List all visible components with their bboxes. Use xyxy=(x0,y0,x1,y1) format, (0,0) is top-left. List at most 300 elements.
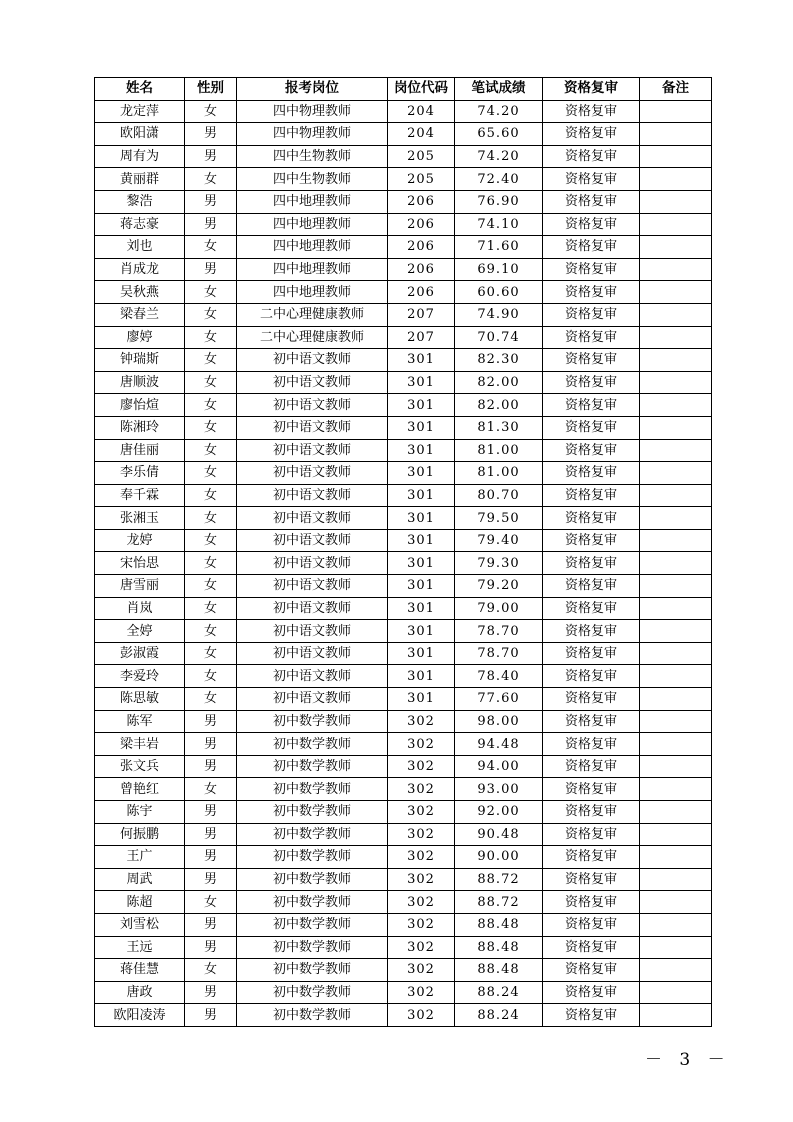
table-row xyxy=(95,642,712,665)
remarks-cell xyxy=(640,733,712,756)
table-row xyxy=(95,552,712,575)
review-cell: 资格复审 xyxy=(543,575,640,598)
gender-cell: 男 xyxy=(185,213,237,236)
position-cell: 初中语文教师 xyxy=(237,484,388,507)
position-cell: 初中语文教师 xyxy=(237,394,388,417)
gender-cell: 男 xyxy=(185,823,237,846)
gender-cell: 女 xyxy=(185,394,237,417)
review-cell: 资格复审 xyxy=(543,484,640,507)
review-cell: 资格复审 xyxy=(543,936,640,959)
position-cell: 初中语文教师 xyxy=(237,507,388,530)
name-cell: 廖怡煊 xyxy=(95,394,185,417)
position-code-cell: 301 xyxy=(388,462,455,485)
position-cell: 四中物理教师 xyxy=(237,123,388,146)
position-cell: 四中地理教师 xyxy=(237,190,388,213)
score-cell: 88.24 xyxy=(455,981,543,1004)
review-cell: 资格复审 xyxy=(543,371,640,394)
position-code-cell: 302 xyxy=(388,959,455,982)
position-code-cell: 206 xyxy=(388,281,455,304)
score-cell: 88.48 xyxy=(455,913,543,936)
table-row xyxy=(95,236,712,259)
table-row xyxy=(95,913,712,936)
name-cell: 龙定萍 xyxy=(95,100,185,123)
position-cell: 初中数学教师 xyxy=(237,801,388,824)
header-written-score: 笔试成绩 xyxy=(455,78,543,101)
remarks-cell xyxy=(640,213,712,236)
position-code-cell: 302 xyxy=(388,1004,455,1027)
position-cell: 初中语文教师 xyxy=(237,665,388,688)
position-cell: 初中数学教师 xyxy=(237,733,388,756)
name-cell: 吴秋燕 xyxy=(95,281,185,304)
table-row xyxy=(95,303,712,326)
position-code-cell: 205 xyxy=(388,145,455,168)
position-code-cell: 301 xyxy=(388,394,455,417)
gender-cell: 女 xyxy=(185,642,237,665)
gender-cell: 男 xyxy=(185,981,237,1004)
remarks-cell xyxy=(640,891,712,914)
position-code-cell: 302 xyxy=(388,710,455,733)
gender-cell: 男 xyxy=(185,145,237,168)
gender-cell: 男 xyxy=(185,913,237,936)
review-cell: 资格复审 xyxy=(543,620,640,643)
position-code-cell: 301 xyxy=(388,688,455,711)
score-cell: 98.00 xyxy=(455,710,543,733)
remarks-cell xyxy=(640,936,712,959)
remarks-cell xyxy=(640,371,712,394)
remarks-cell xyxy=(640,801,712,824)
table-body xyxy=(95,100,712,1026)
review-cell: 资格复审 xyxy=(543,213,640,236)
remarks-cell xyxy=(640,462,712,485)
table-row xyxy=(95,123,712,146)
gender-cell: 女 xyxy=(185,620,237,643)
gender-cell: 男 xyxy=(185,123,237,146)
position-code-cell: 302 xyxy=(388,891,455,914)
position-code-cell: 206 xyxy=(388,236,455,259)
remarks-cell xyxy=(640,755,712,778)
position-cell: 四中地理教师 xyxy=(237,258,388,281)
position-code-cell: 301 xyxy=(388,484,455,507)
position-cell: 四中物理教师 xyxy=(237,100,388,123)
page-number: － 3 － xyxy=(645,1050,731,1070)
position-cell: 四中生物教师 xyxy=(237,168,388,191)
gender-cell: 女 xyxy=(185,529,237,552)
table-row xyxy=(95,846,712,869)
position-cell: 初中语文教师 xyxy=(237,529,388,552)
review-cell: 资格复审 xyxy=(543,868,640,891)
remarks-cell xyxy=(640,620,712,643)
gender-cell: 女 xyxy=(185,597,237,620)
position-cell: 初中数学教师 xyxy=(237,959,388,982)
table-row xyxy=(95,258,712,281)
table-row xyxy=(95,575,712,598)
score-cell: 74.90 xyxy=(455,303,543,326)
score-cell: 80.70 xyxy=(455,484,543,507)
gender-cell: 女 xyxy=(185,575,237,598)
review-cell: 资格复审 xyxy=(543,1004,640,1027)
name-cell: 奉千霖 xyxy=(95,484,185,507)
name-cell: 蒋佳慧 xyxy=(95,959,185,982)
name-cell: 周武 xyxy=(95,868,185,891)
gender-cell: 女 xyxy=(185,778,237,801)
table-row xyxy=(95,394,712,417)
position-cell: 四中生物教师 xyxy=(237,145,388,168)
score-cell: 93.00 xyxy=(455,778,543,801)
position-code-cell: 302 xyxy=(388,778,455,801)
gender-cell: 男 xyxy=(185,801,237,824)
table-row xyxy=(95,100,712,123)
gender-cell: 女 xyxy=(185,959,237,982)
gender-cell: 女 xyxy=(185,281,237,304)
position-cell: 初中语文教师 xyxy=(237,349,388,372)
remarks-cell xyxy=(640,326,712,349)
table-row xyxy=(95,981,712,1004)
name-cell: 梁春兰 xyxy=(95,303,185,326)
header-name: 姓名 xyxy=(95,78,185,101)
name-cell: 唐顺波 xyxy=(95,371,185,394)
remarks-cell xyxy=(640,484,712,507)
name-cell: 肖成龙 xyxy=(95,258,185,281)
gender-cell: 男 xyxy=(185,1004,237,1027)
table-row xyxy=(95,484,712,507)
table-row xyxy=(95,168,712,191)
position-cell: 初中数学教师 xyxy=(237,913,388,936)
name-cell: 彭淑霞 xyxy=(95,642,185,665)
remarks-cell xyxy=(640,123,712,146)
gender-cell: 男 xyxy=(185,733,237,756)
gender-cell: 女 xyxy=(185,236,237,259)
score-cell: 70.74 xyxy=(455,326,543,349)
remarks-cell xyxy=(640,552,712,575)
position-cell: 初中数学教师 xyxy=(237,846,388,869)
score-cell: 94.00 xyxy=(455,755,543,778)
name-cell: 欧阳潇 xyxy=(95,123,185,146)
remarks-cell xyxy=(640,575,712,598)
gender-cell: 男 xyxy=(185,936,237,959)
remarks-cell xyxy=(640,981,712,1004)
remarks-cell xyxy=(640,823,712,846)
remarks-cell xyxy=(640,846,712,869)
remarks-cell xyxy=(640,597,712,620)
name-cell: 陈思敏 xyxy=(95,688,185,711)
position-code-cell: 301 xyxy=(388,552,455,575)
score-cell: 88.48 xyxy=(455,959,543,982)
table-row xyxy=(95,688,712,711)
name-cell: 廖婷 xyxy=(95,326,185,349)
score-cell: 74.20 xyxy=(455,145,543,168)
review-cell: 资格复审 xyxy=(543,303,640,326)
review-cell: 资格复审 xyxy=(543,642,640,665)
review-cell: 资格复审 xyxy=(543,846,640,869)
position-code-cell: 302 xyxy=(388,823,455,846)
remarks-cell xyxy=(640,778,712,801)
name-cell: 刘雪松 xyxy=(95,913,185,936)
header-qualification-review: 资格复审 xyxy=(543,78,640,101)
gender-cell: 女 xyxy=(185,552,237,575)
score-cell: 90.48 xyxy=(455,823,543,846)
gender-cell: 男 xyxy=(185,846,237,869)
name-cell: 蒋志豪 xyxy=(95,213,185,236)
gender-cell: 女 xyxy=(185,462,237,485)
remarks-cell xyxy=(640,868,712,891)
position-code-cell: 301 xyxy=(388,439,455,462)
table-row xyxy=(95,349,712,372)
score-cell: 92.00 xyxy=(455,801,543,824)
table-row xyxy=(95,462,712,485)
score-cell: 79.50 xyxy=(455,507,543,530)
name-cell: 曾艳红 xyxy=(95,778,185,801)
position-cell: 初中语文教师 xyxy=(237,552,388,575)
name-cell: 陈宇 xyxy=(95,801,185,824)
position-code-cell: 301 xyxy=(388,507,455,530)
review-cell: 资格复审 xyxy=(543,597,640,620)
position-code-cell: 204 xyxy=(388,100,455,123)
remarks-cell xyxy=(640,688,712,711)
gender-cell: 女 xyxy=(185,665,237,688)
score-cell: 65.60 xyxy=(455,123,543,146)
remarks-cell xyxy=(640,258,712,281)
name-cell: 全婷 xyxy=(95,620,185,643)
name-cell: 王远 xyxy=(95,936,185,959)
review-cell: 资格复审 xyxy=(543,801,640,824)
name-cell: 张文兵 xyxy=(95,755,185,778)
remarks-cell xyxy=(640,349,712,372)
score-cell: 79.40 xyxy=(455,529,543,552)
name-cell: 周有为 xyxy=(95,145,185,168)
review-cell: 资格复审 xyxy=(543,439,640,462)
gender-cell: 男 xyxy=(185,258,237,281)
position-code-cell: 207 xyxy=(388,326,455,349)
table-row xyxy=(95,778,712,801)
score-cell: 79.00 xyxy=(455,597,543,620)
review-cell: 资格复审 xyxy=(543,416,640,439)
score-cell: 81.00 xyxy=(455,462,543,485)
table-row xyxy=(95,190,712,213)
position-code-cell: 301 xyxy=(388,642,455,665)
remarks-cell xyxy=(640,168,712,191)
score-cell: 60.60 xyxy=(455,281,543,304)
review-cell: 资格复审 xyxy=(543,552,640,575)
score-cell: 82.00 xyxy=(455,394,543,417)
table-row xyxy=(95,891,712,914)
score-cell: 88.72 xyxy=(455,868,543,891)
review-cell: 资格复审 xyxy=(543,778,640,801)
position-cell: 初中语文教师 xyxy=(237,439,388,462)
position-code-cell: 206 xyxy=(388,213,455,236)
gender-cell: 男 xyxy=(185,868,237,891)
gender-cell: 女 xyxy=(185,891,237,914)
gender-cell: 男 xyxy=(185,755,237,778)
position-code-cell: 206 xyxy=(388,258,455,281)
score-cell: 76.90 xyxy=(455,190,543,213)
name-cell: 唐政 xyxy=(95,981,185,1004)
score-cell: 88.72 xyxy=(455,891,543,914)
name-cell: 陈超 xyxy=(95,891,185,914)
review-cell: 资格复审 xyxy=(543,145,640,168)
name-cell: 李乐倩 xyxy=(95,462,185,485)
gender-cell: 男 xyxy=(185,710,237,733)
position-cell: 初中数学教师 xyxy=(237,823,388,846)
gender-cell: 女 xyxy=(185,100,237,123)
gender-cell: 女 xyxy=(185,416,237,439)
table-row xyxy=(95,755,712,778)
score-cell: 77.60 xyxy=(455,688,543,711)
table-row xyxy=(95,868,712,891)
position-cell: 初中语文教师 xyxy=(237,620,388,643)
score-cell: 81.00 xyxy=(455,439,543,462)
position-code-cell: 301 xyxy=(388,620,455,643)
position-cell: 初中语文教师 xyxy=(237,597,388,620)
review-cell: 资格复审 xyxy=(543,913,640,936)
position-cell: 二中心理健康教师 xyxy=(237,326,388,349)
position-cell: 初中语文教师 xyxy=(237,416,388,439)
score-cell: 94.48 xyxy=(455,733,543,756)
table-row xyxy=(95,710,712,733)
review-cell: 资格复审 xyxy=(543,462,640,485)
position-code-cell: 301 xyxy=(388,665,455,688)
score-cell: 78.40 xyxy=(455,665,543,688)
name-cell: 陈湘玲 xyxy=(95,416,185,439)
score-cell: 79.20 xyxy=(455,575,543,598)
score-cell: 78.70 xyxy=(455,642,543,665)
candidate-table xyxy=(94,77,712,1027)
gender-cell: 女 xyxy=(185,688,237,711)
gender-cell: 女 xyxy=(185,439,237,462)
table-row xyxy=(95,823,712,846)
remarks-cell xyxy=(640,303,712,326)
review-cell: 资格复审 xyxy=(543,394,640,417)
position-code-cell: 302 xyxy=(388,913,455,936)
remarks-cell xyxy=(640,507,712,530)
name-cell: 肖岚 xyxy=(95,597,185,620)
position-code-cell: 207 xyxy=(388,303,455,326)
position-cell: 四中地理教师 xyxy=(237,236,388,259)
table-row xyxy=(95,371,712,394)
gender-cell: 女 xyxy=(185,326,237,349)
position-cell: 初中语文教师 xyxy=(237,575,388,598)
table-row xyxy=(95,529,712,552)
table-row xyxy=(95,620,712,643)
review-cell: 资格复审 xyxy=(543,100,640,123)
table-row xyxy=(95,213,712,236)
review-cell: 资格复审 xyxy=(543,959,640,982)
header-row xyxy=(95,78,712,101)
score-cell: 72.40 xyxy=(455,168,543,191)
score-cell: 79.30 xyxy=(455,552,543,575)
table-row xyxy=(95,733,712,756)
gender-cell: 女 xyxy=(185,168,237,191)
review-cell: 资格复审 xyxy=(543,236,640,259)
position-code-cell: 302 xyxy=(388,801,455,824)
header-gender: 性别 xyxy=(185,78,237,101)
review-cell: 资格复审 xyxy=(543,710,640,733)
table-row xyxy=(95,936,712,959)
position-cell: 初中数学教师 xyxy=(237,778,388,801)
position-cell: 初中数学教师 xyxy=(237,936,388,959)
remarks-cell xyxy=(640,439,712,462)
position-cell: 初中语文教师 xyxy=(237,371,388,394)
review-cell: 资格复审 xyxy=(543,665,640,688)
remarks-cell xyxy=(640,529,712,552)
position-cell: 初中数学教师 xyxy=(237,1004,388,1027)
table-row xyxy=(95,507,712,530)
name-cell: 宋怡思 xyxy=(95,552,185,575)
position-code-cell: 301 xyxy=(388,349,455,372)
table-row xyxy=(95,281,712,304)
score-cell: 69.10 xyxy=(455,258,543,281)
position-cell: 初中语文教师 xyxy=(237,688,388,711)
gender-cell: 女 xyxy=(185,371,237,394)
score-cell: 90.00 xyxy=(455,846,543,869)
table-row xyxy=(95,801,712,824)
table-row xyxy=(95,665,712,688)
position-cell: 初中语文教师 xyxy=(237,462,388,485)
table-row xyxy=(95,597,712,620)
position-cell: 初中数学教师 xyxy=(237,755,388,778)
name-cell: 唐佳丽 xyxy=(95,439,185,462)
score-cell: 74.10 xyxy=(455,213,543,236)
header-remarks: 备注 xyxy=(640,78,712,101)
gender-cell: 女 xyxy=(185,349,237,372)
position-code-cell: 301 xyxy=(388,371,455,394)
name-cell: 张湘玉 xyxy=(95,507,185,530)
table-row xyxy=(95,959,712,982)
position-cell: 二中心理健康教师 xyxy=(237,303,388,326)
position-code-cell: 302 xyxy=(388,733,455,756)
position-cell: 初中语文教师 xyxy=(237,642,388,665)
name-cell: 何振鹏 xyxy=(95,823,185,846)
table-row xyxy=(95,439,712,462)
review-cell: 资格复审 xyxy=(543,123,640,146)
gender-cell: 女 xyxy=(185,303,237,326)
name-cell: 钟瑞斯 xyxy=(95,349,185,372)
name-cell: 陈军 xyxy=(95,710,185,733)
remarks-cell xyxy=(640,190,712,213)
position-cell: 初中数学教师 xyxy=(237,981,388,1004)
review-cell: 资格复审 xyxy=(543,891,640,914)
table-header xyxy=(95,78,712,101)
review-cell: 资格复审 xyxy=(543,190,640,213)
review-cell: 资格复审 xyxy=(543,281,640,304)
position-code-cell: 302 xyxy=(388,936,455,959)
table-row xyxy=(95,326,712,349)
score-cell: 82.00 xyxy=(455,371,543,394)
position-cell: 四中地理教师 xyxy=(237,213,388,236)
name-cell: 唐雪丽 xyxy=(95,575,185,598)
remarks-cell xyxy=(640,394,712,417)
remarks-cell xyxy=(640,145,712,168)
name-cell: 梁丰岩 xyxy=(95,733,185,756)
score-cell: 81.30 xyxy=(455,416,543,439)
position-cell: 初中数学教师 xyxy=(237,891,388,914)
remarks-cell xyxy=(640,100,712,123)
review-cell: 资格复审 xyxy=(543,326,640,349)
review-cell: 资格复审 xyxy=(543,981,640,1004)
position-code-cell: 302 xyxy=(388,981,455,1004)
name-cell: 欧阳凌涛 xyxy=(95,1004,185,1027)
gender-cell: 女 xyxy=(185,484,237,507)
name-cell: 王广 xyxy=(95,846,185,869)
review-cell: 资格复审 xyxy=(543,755,640,778)
review-cell: 资格复审 xyxy=(543,823,640,846)
position-cell: 初中数学教师 xyxy=(237,710,388,733)
score-cell: 88.24 xyxy=(455,1004,543,1027)
score-cell: 74.20 xyxy=(455,100,543,123)
score-cell: 88.48 xyxy=(455,936,543,959)
review-cell: 资格复审 xyxy=(543,349,640,372)
name-cell: 刘也 xyxy=(95,236,185,259)
position-code-cell: 302 xyxy=(388,868,455,891)
